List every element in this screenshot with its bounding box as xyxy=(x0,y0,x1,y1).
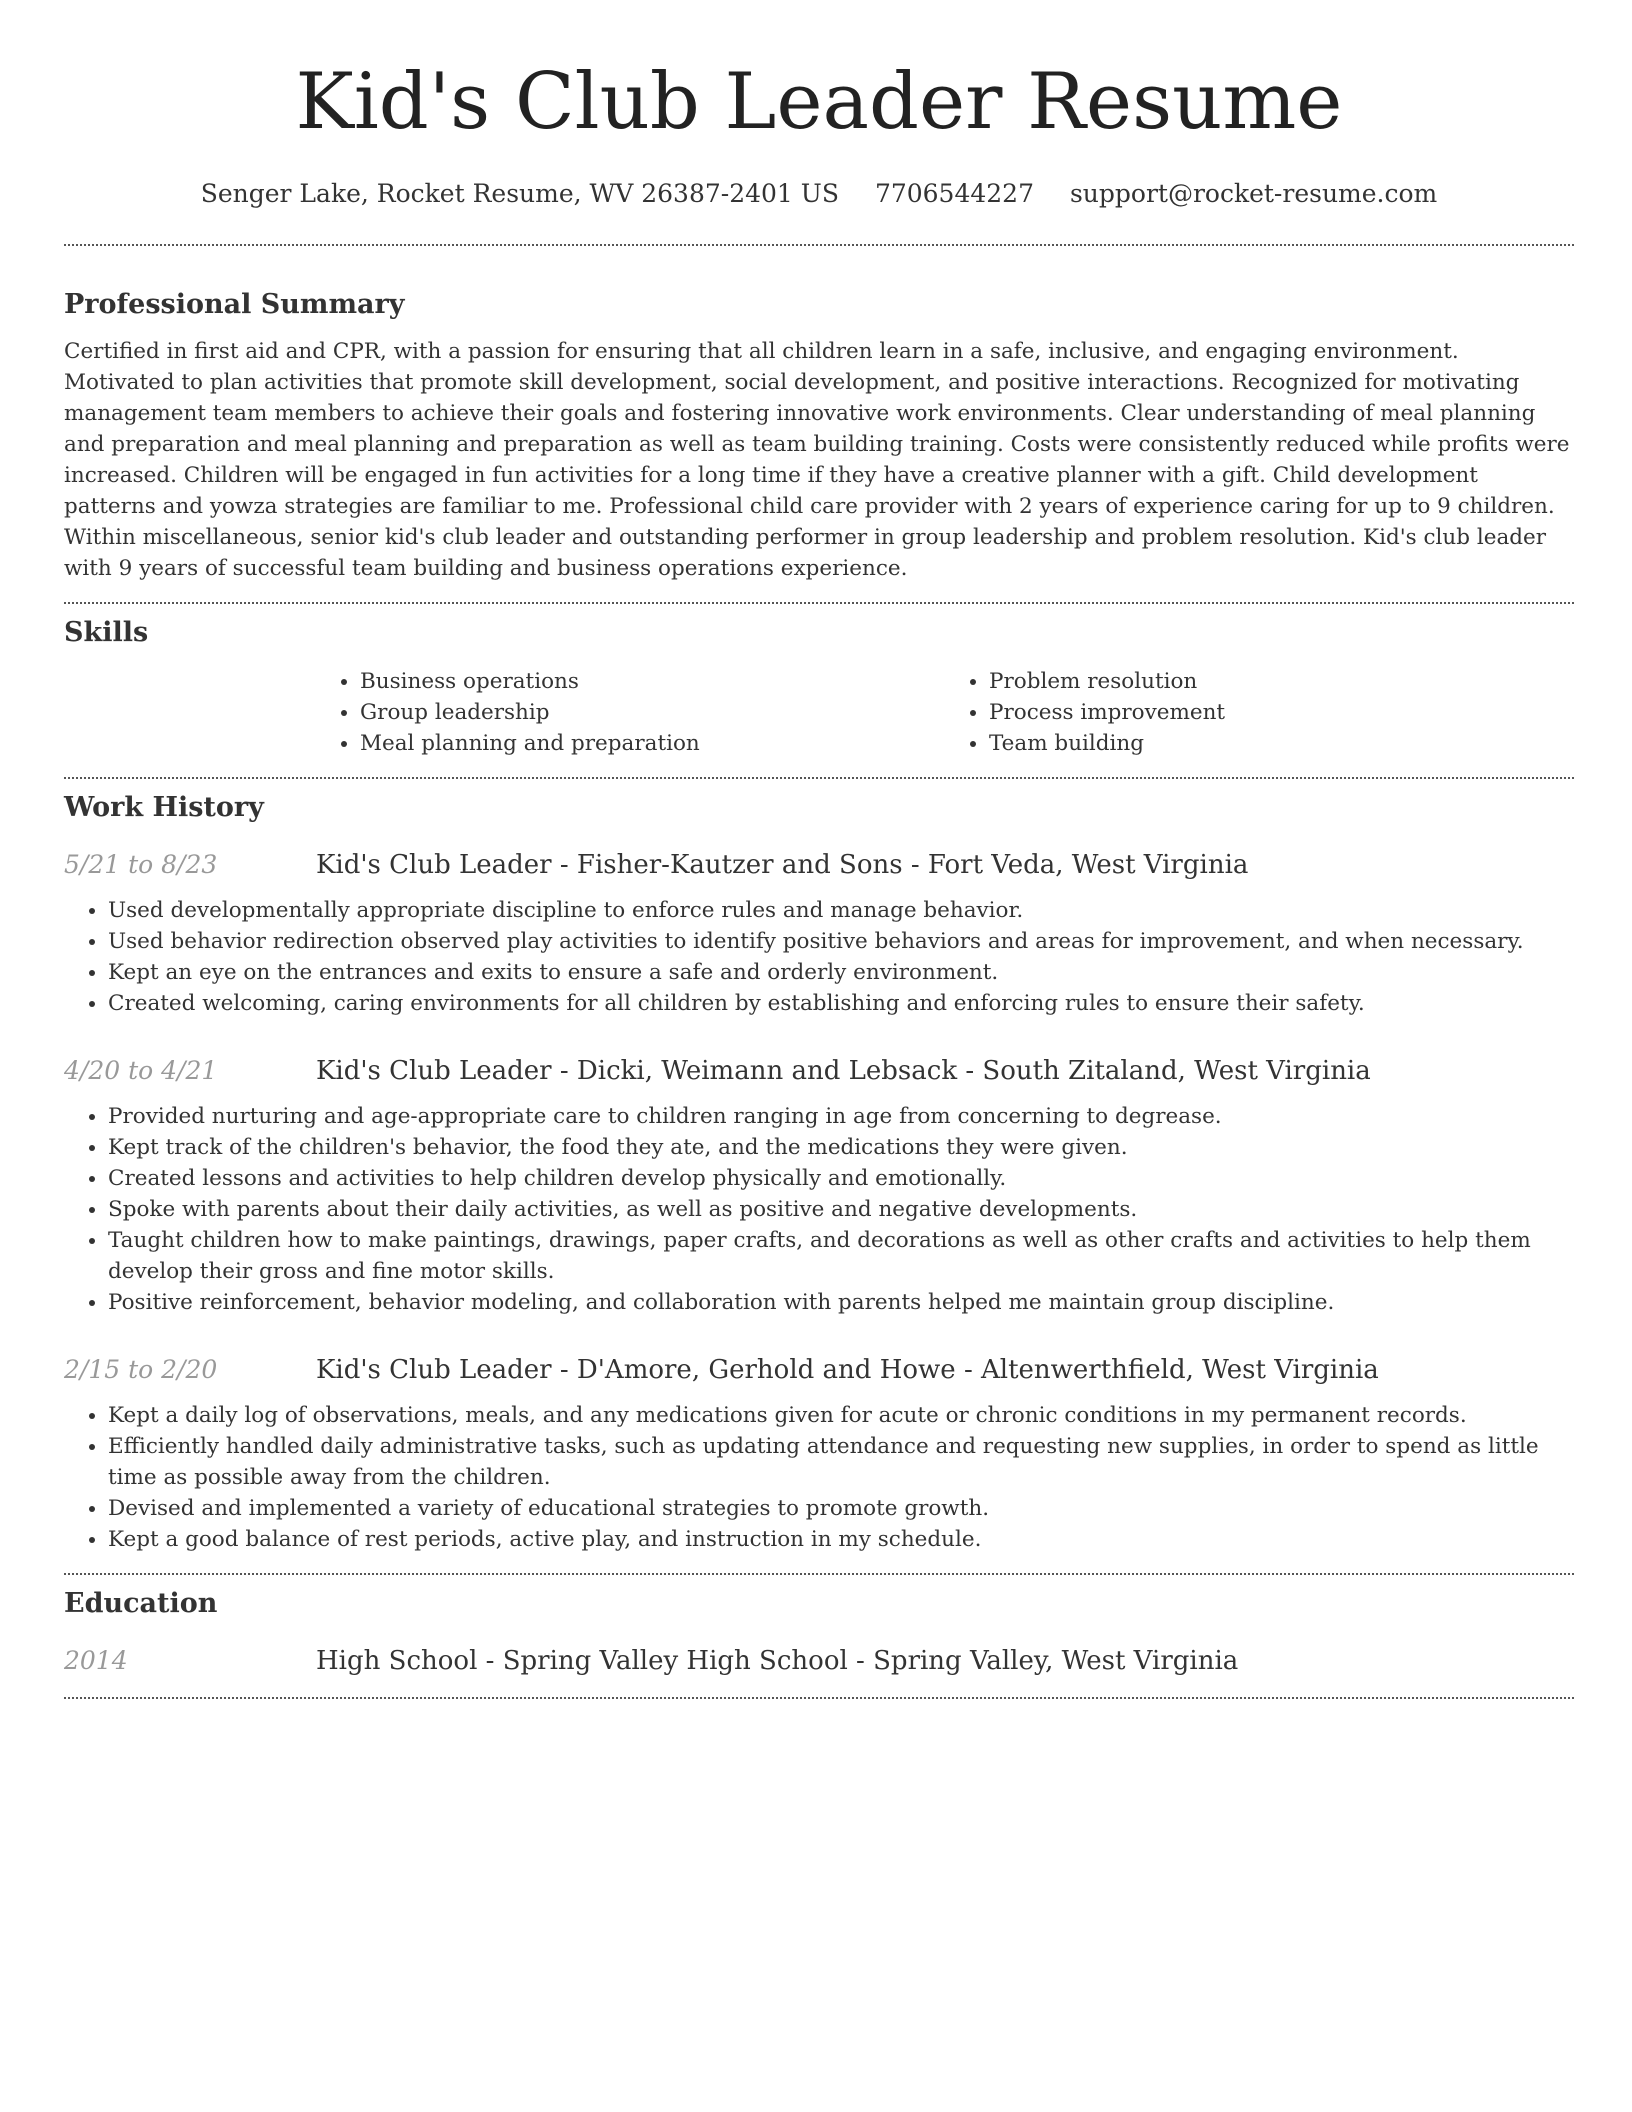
contact-phone: 7706544227 xyxy=(874,179,1034,208)
job-bullet: • Created welcoming, caring environments for all children by establishing and enforcing rules to ensure their safety. xyxy=(108,988,1574,1019)
job-bullet: • Kept an eye on the entrances and exits to ensure a safe and orderly environment. xyxy=(108,957,1574,988)
job-bullet: • Used behavior redirection observed play activities to identify positive behaviors and areas for improvement, and when necessary. xyxy=(108,926,1574,957)
job-bullets xyxy=(64,1101,1574,1318)
skill-item: • Problem resolution xyxy=(989,666,1574,697)
job-bullets xyxy=(64,895,1574,1019)
skill-item: • Process improvement xyxy=(989,697,1574,728)
skill-item: • Team building xyxy=(989,728,1574,759)
education-title: High School - Spring Valley High School - Spring Valley, West Virginia xyxy=(316,1646,1239,1676)
contact-line xyxy=(64,176,1574,212)
job-bullet: • Created lessons and activities to help children develop physically and emotionally. xyxy=(108,1163,1574,1194)
skill-item: • Meal planning and preparation xyxy=(360,728,945,759)
work-history-heading: Work History xyxy=(64,792,264,823)
job-entry xyxy=(64,1352,1574,1555)
education-section xyxy=(64,1585,1574,1679)
skills-column-right xyxy=(945,666,1574,759)
job-bullet: • Devised and implemented a variety of educational strategies to promote growth. xyxy=(108,1493,1574,1524)
education-year: 2014 xyxy=(64,1646,128,1675)
job-bullets xyxy=(64,1400,1574,1555)
job-bullet: • Used developmentally appropriate discipline to enforce rules and manage behavior. xyxy=(108,895,1574,926)
divider xyxy=(64,1697,1574,1699)
divider xyxy=(64,1573,1574,1575)
job-bullet: • Kept a daily log of observations, meals, and any medications given for acute or chronic conditions in my permanent records. xyxy=(108,1400,1574,1431)
job-title: Kid's Club Leader - Dicki, Weimann and Lebsack - South Zitaland, West Virginia xyxy=(316,1056,1371,1086)
skills-section xyxy=(64,614,1574,759)
education-heading: Education xyxy=(64,1588,218,1619)
skills-column-left xyxy=(316,666,945,759)
job-bullet: • Provided nurturing and age-appropriate care to children ranging in age from concerning to degrease. xyxy=(108,1101,1574,1132)
contact-email: support@rocket-resume.com xyxy=(1069,179,1438,208)
work-history-section xyxy=(64,789,1574,1555)
skill-item: • Business operations xyxy=(360,666,945,697)
summary-section xyxy=(64,286,1574,584)
job-bullet: • Positive reinforcement, behavior modeling, and collaboration with parents helped me maintain group discipline. xyxy=(108,1287,1574,1318)
job-header xyxy=(64,1053,1574,1089)
skills-list xyxy=(316,666,1574,759)
job-dates: 4/20 to 4/21 xyxy=(64,1056,218,1085)
job-dates: 5/21 to 8/23 xyxy=(64,850,218,879)
job-header xyxy=(64,847,1574,883)
job-bullet: • Kept track of the children's behavior, the food they ate, and the medications they were given. xyxy=(108,1132,1574,1163)
job-bullet: • Spoke with parents about their daily activities, as well as positive and negative developments. xyxy=(108,1194,1574,1225)
summary-text: Certified in first aid and CPR, with a passion for ensuring that all children learn in a safe, inclusive, and engaging environment. Motivated to plan activities that promote skill development, social development, and positive interactions. Recognized for motivating management team members to achieve their goals and fostering innovative work environments. Clear understanding of meal planning and preparation and meal planning and preparation as well as team building training. Costs were consistently reduced while profits were increased. Children will be engaged in fun activities for a long time if they have a creative planner with a gift. Child development patterns and yowza strategies are familiar to me. Professional child care provider with 2 years of experience caring for up to 9 children. Within miscellaneous, senior kid's club leader and outstanding performer in group leadership and problem resolution. Kid's club leader with 9 years of successful team building and business operations experience. xyxy=(64,339,1570,581)
skill-item: • Group leadership xyxy=(360,697,945,728)
divider xyxy=(64,244,1574,246)
job-dates: 2/15 to 2/20 xyxy=(64,1355,218,1384)
education-entry xyxy=(64,1643,1574,1679)
job-title: Kid's Club Leader - Fisher-Kautzer and Sons - Fort Veda, West Virginia xyxy=(316,850,1249,880)
summary-heading: Professional Summary xyxy=(64,289,405,320)
resume-page xyxy=(64,0,1574,1699)
job-entry xyxy=(64,1053,1574,1318)
job-entry xyxy=(64,847,1574,1019)
divider xyxy=(64,777,1574,779)
job-title: Kid's Club Leader - D'Amore, Gerhold and Howe - Altenwerthfield, West Virginia xyxy=(316,1355,1379,1385)
job-bullet: • Kept a good balance of rest periods, active play, and instruction in my schedule. xyxy=(108,1524,1574,1555)
contact-address: Senger Lake, Rocket Resume, WV 26387-2401 US xyxy=(200,179,839,208)
job-bullet: • Taught children how to make paintings, drawings, paper crafts, and decorations as well as other crafts and activities to help them develop their gross and fine motor skills. xyxy=(108,1225,1574,1287)
divider xyxy=(64,602,1574,604)
job-bullet: • Efficiently handled daily administrative tasks, such as updating attendance and requesting new supplies, in order to spend as little time as possible away from the children. xyxy=(108,1431,1574,1493)
job-header xyxy=(64,1352,1574,1388)
page-title: Kid's Club Leader Resume xyxy=(295,57,1343,147)
skills-heading: Skills xyxy=(64,617,149,648)
